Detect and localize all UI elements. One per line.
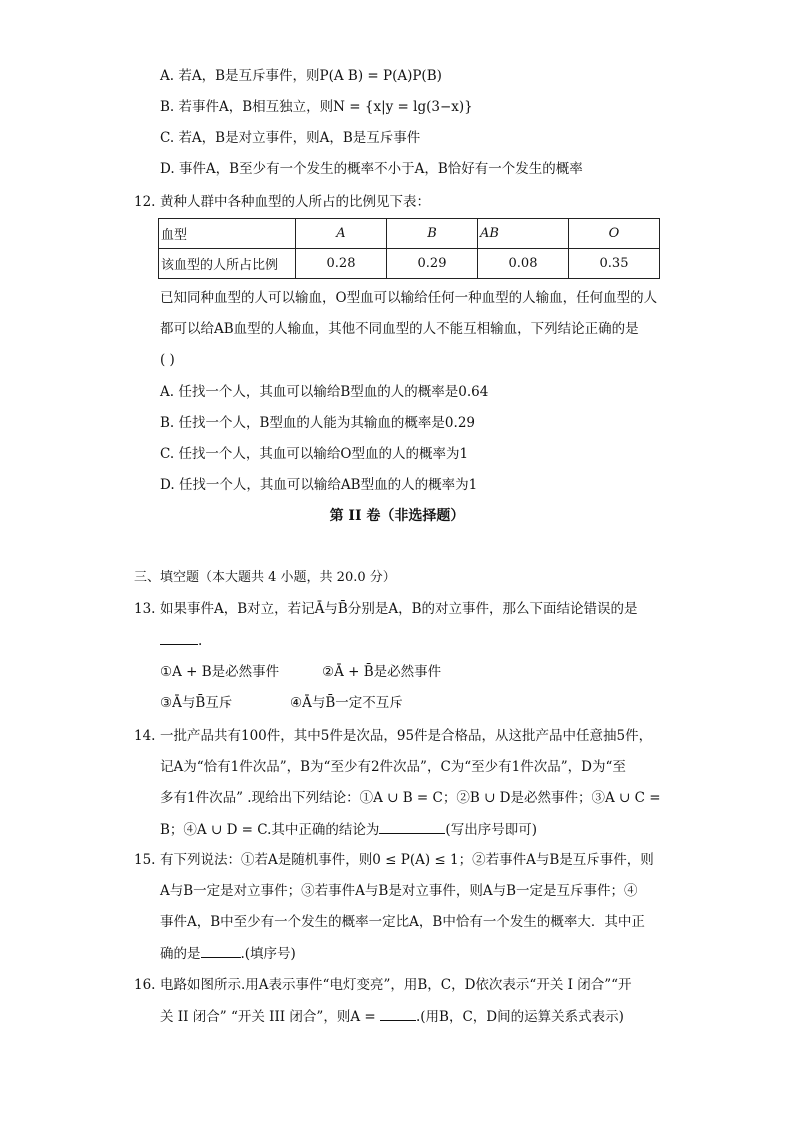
table-cell: 0.08 [478,249,569,279]
q11-option-d [160,159,583,179]
option-text: 任找一个人，其血可以输给B型血的人的概率是0.64 [178,384,489,400]
option-label: D. [160,161,175,177]
q13-blank-line [160,630,202,651]
q11-option-c [160,128,420,148]
q14-text-line [160,819,537,840]
q13-statement-1: ①A + B是必然事件 [160,664,280,680]
option-text: 任找一个人，B型血的人能为其输血的概率是0.29 [178,415,475,431]
q11-option-a [160,66,442,86]
option-label: D. [160,477,175,493]
table-cell: O [569,219,660,249]
q12-stem: 黄种人群中各种血型的人所占的比例见下表： [160,194,430,210]
option-text: 若A，B是互斥事件，则P(A B) = P(A)P(B) [178,68,442,84]
table-cell: 该血型的人所占比例 [159,249,296,279]
table-cell: AB [478,219,569,249]
table-cell: A [296,219,387,249]
option-label: A. [160,68,175,84]
q13-statement-2: ②Ā + B̄是必然事件 [322,664,442,680]
q14-hint: (写出序号即可) [445,822,537,838]
table-cell: 0.29 [387,249,478,279]
q15-text-line [160,943,296,964]
q15-text-line: A与B一定是对立事件；③若事件A与B是对立事件，则A与B一定是互斥事件；④ [160,883,638,899]
answer-blank[interactable] [160,630,198,645]
part-header: 三、填空题（本大题共 4 小题，共 20.0 分） [134,570,396,585]
q12-text-line: 已知同种血型的人可以输血，O型血可以输给任何一种血型的人输血，任何血型的人 [160,290,658,306]
q12-text-line: 都可以给AB血型的人输血，其他不同血型的人不能互相输血，下列结论正确的是 [160,321,639,337]
option-text: 事件A，B至少有一个发生的概率不小于A，B恰好有一个发生的概率 [178,161,583,177]
table-cell: 0.28 [296,249,387,279]
q15-text: 确的是 [160,946,201,962]
q13-text-line: 如果事件A，B对立，若记Ā与B̄分别是A，B的对立事件，那么下面结论错误的是 [160,601,638,617]
table-cell: 血型 [159,219,296,249]
q14-text-line: 多有1件次品” .现给出下列结论：①A ∪ B = C；②B ∪ D是必然事件；③A ∪ C = [160,790,661,806]
q13-statement-4: ④Ā与B̄一定不互斥 [290,695,403,711]
blood-type-table [158,218,660,279]
table-cell: B [387,219,478,249]
q13-statement-3: ③Ā与B̄互斥 [160,695,233,711]
q15-hint: .(填序号) [240,946,296,962]
q12-option-a [160,382,488,402]
option-label: B. [160,415,175,431]
table-row [159,249,660,279]
q16-hint: .(用B，C，D间的运算关系式表示) [415,1009,624,1025]
q11-option-b [160,97,473,117]
q14-text: B；④A ∪ D = C.其中正确的结论为 [160,822,380,838]
q15-number: 15. [134,852,156,868]
q12-option-c [160,444,468,464]
q16-text: 关 II 闭合” “开关 III 闭合”，则A = [160,1009,376,1025]
answer-blank[interactable] [380,1006,416,1021]
section-title: 第 II 卷（非选择题） [329,508,465,524]
option-text: 若A，B是对立事件，则A，B是互斥事件 [178,130,421,146]
table-header-row [159,219,660,249]
q13-number: 13. [134,601,156,617]
q12-answer-paren: ( ) [160,352,175,368]
q12-number: 12. [134,194,156,210]
answer-blank[interactable] [201,943,241,958]
q14-number: 14. [134,728,156,744]
answer-blank[interactable] [379,819,445,834]
option-label: A. [160,384,175,400]
option-label: C. [160,446,175,462]
q14-text-line: 一批产品共有100件，其中5件是次品，95件是合格品，从这批产品中任意抽5件， [160,728,653,744]
option-label: C. [160,130,175,146]
q16-text-line [160,1006,624,1027]
option-label: B. [160,99,175,115]
option-text: 若事件A，B相互独立，则N = {x|y = lg(3−x)} [178,99,473,115]
option-text: 任找一个人，其血可以输给O型血的人的概率为1 [178,446,469,462]
q12-option-b [160,413,475,433]
punctuation: . [198,633,203,649]
option-text: 任找一个人，其血可以输给AB型血的人的概率为1 [178,477,478,493]
q15-text-line: 有下列说法：①若A是随机事件，则0 ≤ P(A) ≤ 1；②若事件A与B是互斥事件，则 [160,852,654,868]
q12-option-d [160,475,477,495]
q14-text-line: 记A为“恰有1件次品”，B为“至少有2件次品”，C为“至少有1件次品”，D为“至 [160,759,626,775]
q15-text-line: 事件A，B中至少有一个发生的概率一定比A，B中恰有一个发生的概率大．其中正 [160,914,645,930]
q16-text-line: 电路如图所示.用A表示事件“电灯变亮”，用B，C，D依次表示“开关 I 闭合”“开 [160,977,632,993]
table-cell: 0.35 [569,249,660,279]
q16-number: 16. [134,977,156,993]
